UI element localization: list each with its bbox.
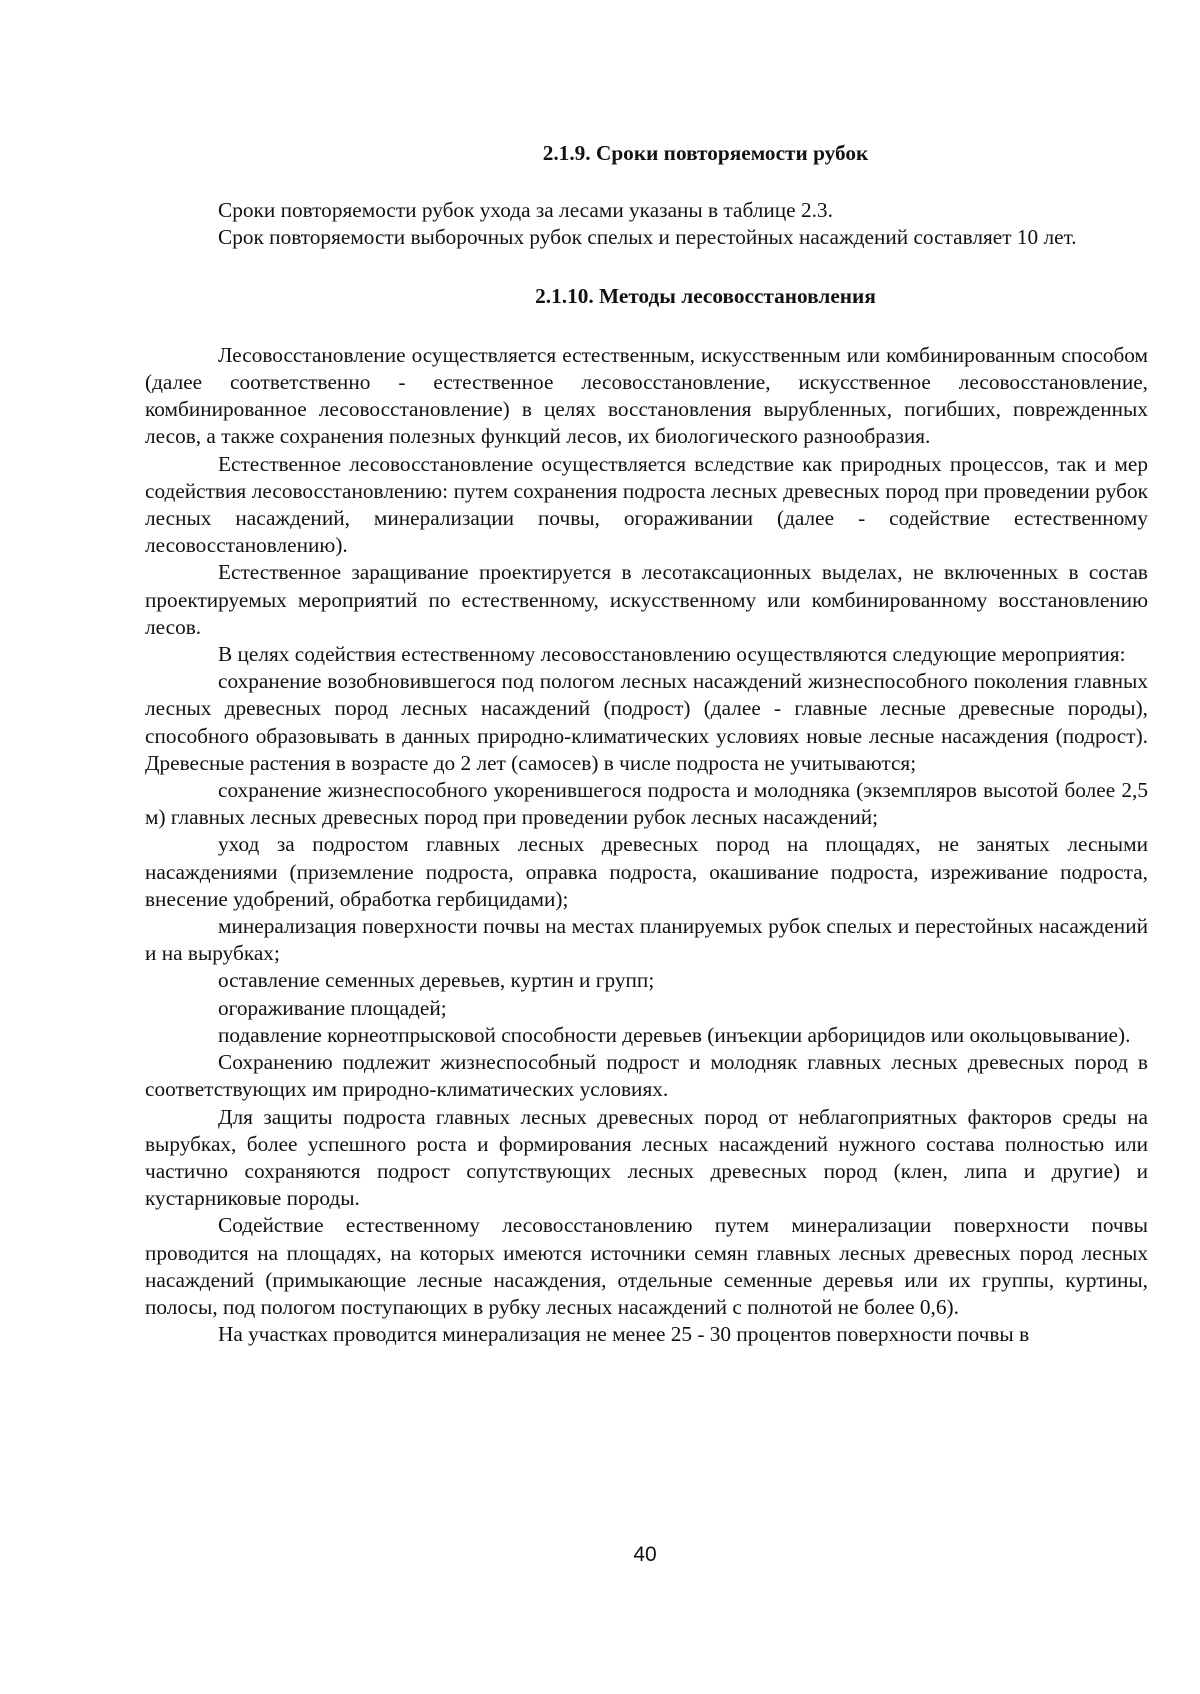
section-heading-2-1-9: 2.1.9. Сроки повторяемости рубок — [542, 141, 869, 165]
paragraph: Лесовосстановление осуществляется естественным, искусственным или комбинированным способом (далее соответственно - естественное лесовосстановление, искусственное лесовосстановление, комбинированное лесовосстановление) в целях восстановления вырубленных, погибших, поврежденных лесов, а также сохранения полезных функций лесов, их биологического разнообразия. — [145, 342, 1148, 449]
paragraph: В целях содействия естественному лесовосстановлению осуществляются следующие мероприятия: — [218, 642, 1126, 667]
page-content — [145, 140, 1148, 1348]
paragraph: Естественное лесовосстановление осуществляется вследствие как природных процессов, так и мер содействия лесовосстановлению: путем сохранения подроста лесных древесных пород при проведении рубок лесных насаждений, минерализации почвы, огораживании (далее - содействие естественному лесовосстановлению). — [145, 451, 1148, 558]
measure-item: подавление корнеотпрысковой способности деревьев (инъекции арборицидов или окольцовывание). — [218, 1022, 1131, 1047]
measure-item: уход за подростом главных лесных древесных пород на площадях, не занятых лесными насаждениями (приземление подроста, оправка подроста, окашивание подроста, изреживание подроста, внесение удобрений, обработка гербицидами); — [145, 832, 1148, 911]
paragraph: Содействие естественному лесовосстановлению путем минерализации поверхности почвы проводится на площадях, на которых имеются источники семян главных лесных древесных пород лесных насаждений (примыкающие лесные насаждения, отдельные семенные деревья или их группы, куртины, полосы, под пологом поступающих в рубку лесных насаждений с полнотой не более 0,6). — [145, 1213, 1148, 1319]
measure-item: сохранение возобновившегося под пологом лесных насаждений жизнеспособного поколения главных лесных древесных пород лесных насаждений (подрост) (далее - главные лесные древесные породы), способного образовывать в данных природно-климатических условиях новые лесные насаждения (подрост). Древесные растения в возрасте до 2 лет (самосев) в числе подроста не учитываются; — [145, 669, 1148, 775]
paragraph: На участках проводится минерализация не менее 25 - 30 процентов поверхности почвы в — [218, 1322, 1030, 1347]
section-heading-2-1-10: 2.1.10. Методы лесовосстановления — [535, 283, 876, 308]
paragraph: Естественное заращивание проектируется в лесотаксационных выделах, не включенных в состав проектируемых мероприятий по естественному, искусственному или комбинированному восстановлению лесов. — [145, 560, 1148, 639]
measure-item: огораживание площадей; — [218, 995, 447, 1020]
page-number: 40 — [633, 1543, 657, 1566]
paragraph: Сохранению подлежит жизнеспособный подрост и молодняк главных лесных древесных пород в соответствующих им природно-климатических условиях. — [145, 1050, 1148, 1102]
paragraph: Сроки повторяемости рубок ухода за лесами указаны в таблице 2.3. — [218, 198, 833, 223]
paragraph: Для защиты подроста главных лесных древесных пород от неблагоприятных факторов среды на вырубках, более успешного роста и формирования лесных насаждений нужного состава полностью или частично сохраняются подрост сопутствующих лесных древесных пород (клен, липа и другие) и кустарниковые породы. — [145, 1104, 1148, 1211]
paragraph: Срок повторяемости выборочных рубок спелых и перестойных насаждений составляет 10 лет. — [218, 225, 1077, 250]
measure-item: сохранение жизнеспособного укоренившегося подроста и молодняка (экземпляров высотой более 2,5 м) главных лесных древесных пород при проведении рубок лесных насаждений; — [145, 778, 1148, 830]
measure-item: минерализация поверхности почвы на местах планируемых рубок спелых и перестойных насаждений и на вырубках; — [145, 914, 1148, 966]
measure-item: оставление семенных деревьев, куртин и групп; — [218, 968, 655, 993]
